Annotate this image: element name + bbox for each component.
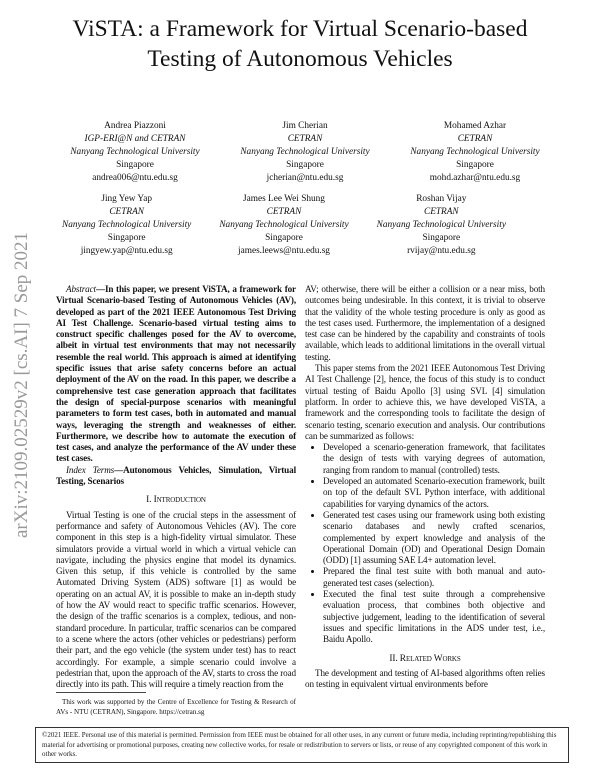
paper-title bbox=[0, 14, 600, 74]
author-name: Andrea Piazzoni bbox=[104, 121, 166, 131]
author-name: James Lee Wei Shung bbox=[243, 194, 325, 204]
author-block bbox=[62, 193, 191, 258]
abstract-label: Abstract bbox=[66, 284, 96, 294]
footnote bbox=[56, 690, 296, 717]
author-affiliation: CETRAN bbox=[287, 134, 323, 144]
footnote-divider bbox=[56, 692, 146, 693]
author-name: Mohamed Azhar bbox=[443, 121, 507, 131]
author-block bbox=[377, 193, 506, 258]
author-country: Singapore bbox=[265, 233, 303, 243]
author-email[interactable]: andrea006@ntu.edu.sg bbox=[92, 173, 178, 183]
list-item: • Developed a scenario-generation framework, that facilitates the design of tests with varying degrees of automation, ranging from random to manual (controlled) tests. bbox=[323, 442, 545, 476]
author-university: Nanyang Technological University bbox=[219, 220, 349, 230]
list-item: • Developed an automated Scenario-execution framework, built on top of the default SVL Python interface, with additional capabilities for varying dynamics of the actors. bbox=[323, 476, 545, 510]
author-email[interactable]: mohd.azhar@ntu.edu.sg bbox=[429, 173, 521, 183]
title-line: ViSTA: a Framework for Virtual Scenario-based bbox=[72, 16, 528, 42]
related-works-paragraph: The development and testing of AI-based algorithms often relies on testing in equivalent virtual environments before bbox=[305, 667, 545, 690]
author-name: Jing Yew Yap bbox=[101, 194, 152, 204]
right-column bbox=[305, 284, 545, 717]
author-name: Roshan Vijay bbox=[416, 194, 467, 204]
author-country: Singapore bbox=[456, 160, 494, 170]
copyright-notice: ©2021 IEEE. Personal use of this material is permitted. Permission from IEEE must be obtained for all other uses, in any current or future media, including reprinting/republishing this material for advertising or promotional purposes, creating new collective works, for resale or redistribution to servers or lists, or reuse of any copyrighted component of this work in other works. bbox=[35, 727, 569, 763]
author-row bbox=[0, 120, 600, 185]
author-country: Singapore bbox=[116, 160, 154, 170]
author-university: Nanyang Technological University bbox=[240, 147, 370, 157]
section-heading: II. Related Works bbox=[389, 653, 461, 664]
author-block bbox=[240, 120, 369, 185]
author-block bbox=[219, 193, 348, 258]
abstract bbox=[56, 284, 296, 465]
author-university: Nanyang Technological University bbox=[70, 147, 200, 157]
author-country: Singapore bbox=[286, 160, 324, 170]
list-item: • Prepared the final test suite with both manual and auto-generated test cases (selection). bbox=[323, 566, 545, 589]
author-email[interactable]: rvijay@ntu.edu.sg bbox=[407, 246, 476, 256]
author-affiliation: CETRAN bbox=[457, 134, 493, 144]
index-terms bbox=[56, 465, 296, 488]
author-affiliation: CETRAN bbox=[109, 207, 144, 217]
author-affiliation: CETRAN bbox=[266, 207, 302, 217]
section-heading: I. Introduction bbox=[146, 495, 206, 506]
author-affiliation: IGP-ERI@N and CETRAN bbox=[84, 134, 186, 144]
left-column bbox=[56, 284, 296, 717]
title-line: Testing of Autonomous Vehicles bbox=[147, 46, 453, 72]
author-university: Nanyang Technological University bbox=[62, 220, 192, 230]
author-university: Nanyang Technological University bbox=[376, 220, 506, 230]
intro-paragraph: Virtual Testing is one of the crucial steps in the assessment of performance and safety of Autonomous Vehicles (AV). The core component in this step is a high-fidelity virtual simulator. These simulators provide a virtual world in which a virtual vehicle can navigate, including the physics engine that model its dynamics. Given this setup, if this vehicle is controlled by the same Automated Driving System (ADS) software [1] as would be operating on an actual AV, it is possible to make an in-depth study of how the AV would react to specific traffic scenarios. However, the design of the traffic scenarios is a complex, tedious, and non-standard procedure. In particular, traffic scenarios can be compared to a scene where the actors (other vehicles or pedestrians) perform their part, and the ego vehicle (the system under test) has to react accordingly. For example, a simple scenario could involve a pedestrian that, upon the approach of the AV, starts to cross the road directly into its path. This will require a timely reaction from the bbox=[56, 509, 296, 690]
author-country: Singapore bbox=[422, 233, 461, 243]
author-block bbox=[70, 120, 199, 185]
author-block bbox=[410, 120, 539, 185]
author-email[interactable]: james.leews@ntu.edu.sg bbox=[238, 246, 330, 256]
author-affiliation: CETRAN bbox=[424, 207, 459, 217]
author-name: Jim Cherian bbox=[282, 121, 328, 131]
paper-body bbox=[0, 284, 600, 769]
author-university: Nanyang Technological University bbox=[410, 147, 540, 157]
abstract-text: —In this paper, we present ViSTA, a framework for Virtual Scenario-based Testing of Autonomous Vehicles (AV), developed as part of the 2021 IEEE Autonomous Test Driving AI Test Challenge. Scenario-based virtual testing aims to construct specific challenges posed for the AV to overcome, albeit in virtual test environments that may not necessarily resemble the real world. This approach is aimed at identifying specific issues that arise safety concerns before an actual deployment of the AV on the road. In this paper, we describe a comprehensive test case generation approach that facilitates the design of special-purpose scenarios with meaningful parameters to form test cases, both in automated and manual ways, leveraging the strength and weaknesses of either. Furthermore, we describe how to automate the execution of test cases, and analyze the performance of the AV under these test cases. bbox=[56, 284, 296, 464]
footnote-text: This work was supported by the Centre of Excellence for Testing & Research of AVs - NTU (CETRAN), Singapore. https://cetran.sg bbox=[56, 698, 296, 716]
index-terms-label: Index Terms bbox=[66, 464, 115, 475]
list-item: • Generated test cases using our framework using both existing scenario databases and newly crafted scenarios, complemented by expert knowledge and analysis of the Operational Domain (OD) and Operational Design Domain (ODD) [1] assuming SAE L4+ automation level. bbox=[323, 510, 545, 566]
author-email[interactable]: jcherian@ntu.edu.sg bbox=[266, 173, 344, 183]
index-terms-text: —Autonomous Vehicles, Simulation, Virtual Testing, Scenarios bbox=[56, 464, 296, 487]
intro-paragraph: This paper stems from the 2021 IEEE Autonomous Test Driving AI Test Challenge [2], hence, the focus of this study is to conduct virtual testing of Baidu Apollo [3] using SVL [4] simulation platform. In order to achieve this, we have developed ViSTA, a framework and the corresponding tools to facilitate the design of scenario testing, scenario execution and analysis. Our contributions can be summarized as follows: bbox=[305, 363, 545, 441]
list-item: • Executed the final test suite through a comprehensive evaluation process, that combines both objective and subjective judgement, leading to the identification of several issues and specific limitations in the ADS under test, i.e., Baidu Apollo. bbox=[323, 589, 545, 645]
two-column-layout bbox=[0, 284, 600, 717]
author-email[interactable]: jingyew.yap@ntu.edu.sg bbox=[80, 246, 173, 256]
contributions-list bbox=[305, 442, 545, 645]
arxiv-stamp: arXiv:2109.02529v2 [cs.AI] 7 Sep 2021 bbox=[11, 231, 32, 539]
intro-paragraph-continued: AV; otherwise, there will be either a collision or a near miss, both outcomes being undesirable. In this context, it is trivial to observe that the validity of the whole testing procedure is only as good as the test cases used. Furthermore, the implementation of a designed test case can be hindered by the capability and constraints of tools available, which leads to additional limitations in the overall virtual testing. bbox=[305, 284, 545, 362]
author-row bbox=[0, 193, 600, 258]
author-country: Singapore bbox=[107, 233, 146, 243]
